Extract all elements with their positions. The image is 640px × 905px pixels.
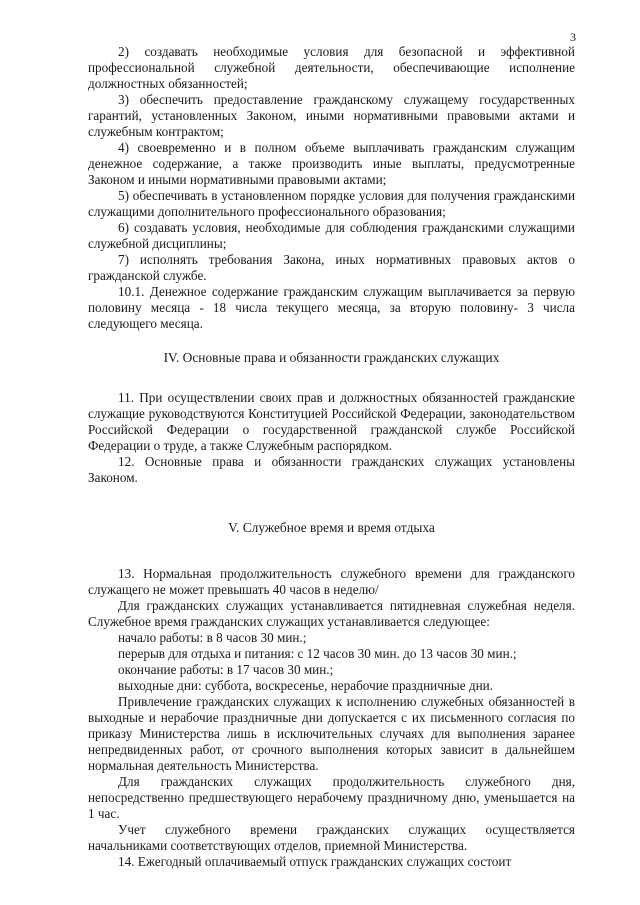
schedule-break: перерыв для отдыха и питания: с 12 часов 30 мин. до 13 часов 30 мин.; bbox=[118, 646, 517, 661]
section-heading-iv: IV. Основные права и обязанности гражданских служащих bbox=[163, 350, 500, 365]
schedule-days-off: выходные дни: суббота, воскресенье, нерабочие праздничные дни. bbox=[118, 678, 494, 693]
page-number: 3 bbox=[570, 30, 576, 44]
paragraph-duty-2: 2) создавать необходимые условия для безопасной и эффективной профессиональной служебной деятельности, обеспечивающие исполнение должностных обязанностей; bbox=[88, 44, 575, 91]
paragraph-13: 13. Нормальная продолжительность служебного времени для гражданского служащего не может превышать 40 часов в неделю/ bbox=[88, 566, 575, 597]
paragraph-pre-holiday: Для гражданских служащих продолжительность служебного дня, непосредственно предшествующего нерабочему праздничному дню, уменьшается на 1 час. bbox=[88, 774, 575, 821]
section-heading-v: V. Служебное время и время отдыха bbox=[228, 520, 435, 535]
paragraph-duty-5: 5) обеспечивать в установленном порядке условия для получения гражданскими служащими дополнительного профессионального образования; bbox=[88, 188, 575, 219]
paragraph-10-1: 10.1. Денежное содержание гражданским служащим выплачивается за первую половину месяца - 18 числа текущего месяца, за вторую половину- 3 числа следующего месяца. bbox=[88, 284, 575, 331]
paragraph-14: 14. Ежегодный оплачиваемый отпуск гражданских служащих состоит bbox=[118, 854, 512, 869]
paragraph-overtime: Привлечение гражданских служащих к исполнению служебных обязанностей в выходные и нерабочие праздничные дни допускается с их письменного согласия по приказу Министерства лишь в исключительных случаях для выполнения заранее непредвиденных работ, от срочного выполнения которых зависит в дальнейшем нормальная деятельность Министерства. bbox=[88, 694, 575, 773]
paragraph-workweek: Для гражданских служащих устанавливается пятидневная служебная неделя. Служебное время гражданских служащих устанавливается следующее: bbox=[88, 598, 575, 629]
document-body bbox=[88, 44, 575, 870]
paragraph-duty-3: 3) обеспечить предоставление гражданскому служащему государственных гарантий, установленных Законом, иными нормативными правовыми актами и служебным контрактом; bbox=[88, 92, 575, 139]
paragraph-duty-7: 7) исполнять требования Закона, иных нормативных правовых актов о гражданской службе. bbox=[88, 252, 575, 283]
paragraph-duty-6: 6) создавать условия, необходимые для соблюдения гражданскими служащими служебной дисциплины; bbox=[88, 220, 575, 251]
paragraph-11: 11. При осуществлении своих прав и должностных обязанностей гражданские служащие руководствуются Конституцией Российской Федерации, законодательством Российской Федерации о государственной гражданской службе Российской Федерации о труде, а также Служебным распорядком. bbox=[88, 390, 575, 453]
paragraph-time-tracking: Учет служебного времени гражданских служащих осуществляется начальниками соответствующих отделов, приемной Министерства. bbox=[88, 822, 575, 853]
schedule-start: начало работы: в 8 часов 30 мин.; bbox=[118, 630, 307, 645]
paragraph-duty-4: 4) своевременно и в полном объеме выплачивать гражданским служащим денежное содержание, а также производить иные выплаты, предусмотренные Законом и иными нормативными правовыми актами; bbox=[88, 140, 575, 187]
schedule-end: окончание работы: в 17 часов 30 мин.; bbox=[118, 662, 334, 677]
paragraph-12: 12. Основные права и обязанности гражданских служащих установлены Законом. bbox=[88, 454, 575, 485]
